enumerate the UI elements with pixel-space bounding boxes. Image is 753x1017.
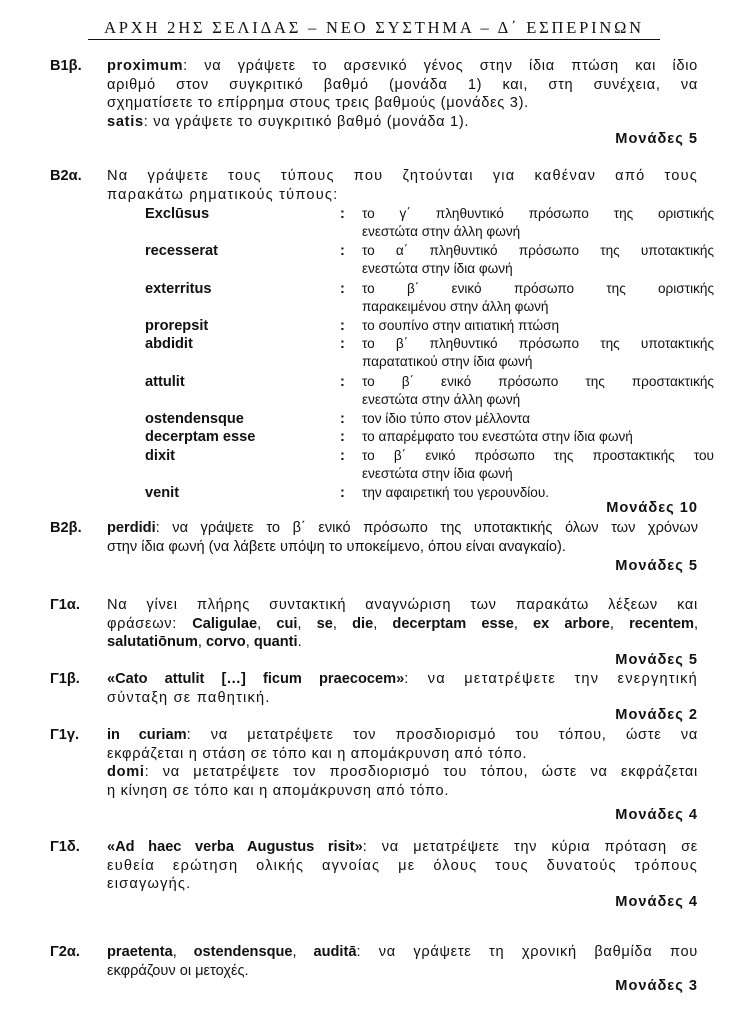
question-line: domi: να μετατρέψετε τον προσδιορισμό του τόπου, ώστε να εκφράζεται bbox=[107, 764, 698, 781]
latin-term: satis bbox=[107, 113, 144, 130]
question-line: Να γίνει πλήρης συντακτική αναγνώριση των παρακάτω λέξεων και bbox=[107, 597, 698, 613]
question-label: Γ1δ. bbox=[50, 839, 80, 855]
question-line: salutatiōnum, corvo, quanti. bbox=[107, 634, 302, 651]
question-line: proximum: να γράψετε το αρσενικό γένος στην ίδια πτώση και ίδιο bbox=[107, 58, 698, 74]
question-label: Β1β. bbox=[50, 58, 82, 74]
question-line: perdidi: να γράψετε το β΄ ενικό πρόσωπο της υποτακτικής όλων των χρόνων bbox=[107, 520, 698, 536]
verb-form: dixit bbox=[145, 448, 175, 464]
question-line: praetenta, ostendensque, auditā: να γράψετε τη χρονική βαθμίδα που bbox=[107, 944, 698, 960]
question-line: σχηματίσετε το επίρρημα στους τρεις βαθμούς (μονάδες 3). bbox=[107, 95, 529, 112]
question-line: εκφράζουν οι μετοχές. bbox=[107, 962, 249, 979]
latin-term: «Ad haec verba Augustus risit» bbox=[107, 839, 363, 855]
question-label: Β2β. bbox=[50, 520, 82, 536]
verb-form: recesserat bbox=[145, 243, 219, 259]
question-line: εκφράζεται η στάση σε τόπο και η απομάκρυνση από τόπο. bbox=[107, 745, 528, 762]
verb-form: abdidit bbox=[145, 336, 193, 352]
marks-label: Μονάδες 10 bbox=[606, 500, 698, 516]
exam-page: ΑΡΧΗ 2ΗΣ ΣΕΛΙΔΑΣ – ΝΕΟ ΣΥΣΤΗΜΑ – Δ΄ ΕΣΠΕΡΙΝΩΝ Β1β. proximum: να γράψετε το αρσενικό γένος στην ίδια πτώση και ίδιο αριθμό στον συγκριτικό βαθμό (μονάδα 1) και, στη συνέχεια, να σχηματίσετε το επίρρημα στους τρεις βαθμούς (μονάδες 3). satis: να γράψετε το συγκριτικό βαθμό (μονάδα 1). Μονάδες 5 Β2α. Να γράψετε τους τύπους που ζητούνται για καθέναν από τους παρακάτω ρηματικούς τύπους: Exclūsus : το γ΄ πληθυντικό πρόσωπο της οριστικής ενεστώτα στην άλλη φωνή recesserat : το α΄ πληθυντικό πρόσωπο της υποτακτικής ενεστώτα στην ίδια φωνή exterritus : το β΄ ενικό πρόσωπο της οριστικής παρακειμένου στην άλλη φωνή prorepsit : το σουπίνο στην αιτιατική πτώση abdidit : το β΄ πληθυντικό πρόσωπο της υποτακτικής παρατατικού στην ίδια φωνή attulit : το β΄ ενικό πρόσωπο της προστακτικής ενεστώτα στην άλλη φωνή ostendensque : τον ίδιο τύπο στον μέλλοντα decerptam esse : το απαρέμφατο του ενεστώτα στην ίδια φωνή dixit : το β΄ ενικό πρόσωπο της προστακτικής του ενεστώτα στην ίδια φωνή venit : την αφαιρετική του γερουνδίου. Μονάδες 10 Β2β. perdidi: να γράψετε το β΄ ενικό πρόσωπο της υποτακτικής όλων των χρόνων στην ίδια φωνή (να λάβετε υπόψη το υποκείμενο, όπου είναι αναγκαίο). Μονάδες 5 Γ1α. Να γίνει πλήρης συντακτική αναγνώριση των παρακάτω λέξεων και φράσεων: Caligulae, cui, se, die, decerptam esse, ex arbore, recentem, salutatiōnum, corvo, quanti. Μονάδες 5 Γ1β. «Cato attulit […] ficum praecocem»: να μετατρέψετε την ενεργητική σύνταξη σε παθητική. Μονάδες 2 Γ1γ. in curiam: να μετατρέψετε τον προσδιορισμό του τόπου, ώστε να εκφράζεται η στάση σε τόπο και η απομάκρυνση από τόπο. domi: να μετατρέψετε τον προσδιορισμό του τόπου, ώστε να εκφράζεται η κίνηση σε τόπο και η απομάκρυνση από τόπο. Μονάδες 4 Γ1δ. «Ad haec verba Augustus risit»: να μετατρέψετε την κύρια πρόταση σε ευθεία ερώτηση ολικής αγνοίας με όλους τους δυνατούς τρόπους εισαγωγής. Μονάδες 4 Γ2α. praetenta, ostendensque, auditā: να γράψετε τη χρονική βαθμίδα που εκφράζουν οι μετοχές. Μονάδες 3 bbox=[50, 18, 714, 994]
question-label: Β2α. bbox=[50, 168, 82, 184]
question-line: ευθεία ερώτηση ολικής αγνοίας με όλους τους δυνατούς τρόπους bbox=[107, 857, 698, 874]
latin-term: «Cato attulit […] ficum praecocem» bbox=[107, 671, 405, 687]
page-header: ΑΡΧΗ 2ΗΣ ΣΕΛΙΔΑΣ – ΝΕΟ ΣΥΣΤΗΜΑ – Δ΄ ΕΣΠΕΡΙΝΩΝ bbox=[88, 19, 660, 40]
question-line: παρακάτω ρηματικούς τύπους: bbox=[107, 186, 339, 203]
marks-label: Μονάδες 4 bbox=[615, 807, 698, 823]
marks-label: Μονάδες 3 bbox=[615, 978, 698, 994]
question-line: αριθμό στον συγκριτικό βαθμό (μονάδα 1) και, στη συνέχεια, να bbox=[107, 76, 698, 93]
verb-form: prorepsit bbox=[145, 318, 209, 334]
marks-label: Μονάδες 5 bbox=[615, 652, 698, 668]
question-label: Γ1β. bbox=[50, 671, 80, 687]
verb-form: Exclūsus bbox=[145, 206, 210, 222]
marks-label: Μονάδες 2 bbox=[615, 707, 698, 723]
question-line: στην ίδια φωνή (να λάβετε υπόψη το υποκείμενο, όπου είναι αναγκαίο). bbox=[107, 538, 566, 555]
question-line: «Cato attulit […] ficum praecocem»: να μετατρέψετε την ενεργητική bbox=[107, 671, 698, 687]
verb-form: ostendensque bbox=[145, 411, 244, 427]
question-line: η κίνηση σε τόπο και η απομάκρυνση από τόπο. bbox=[107, 782, 450, 799]
latin-term: in curiam bbox=[107, 727, 187, 743]
latin-term: proximum bbox=[107, 58, 184, 74]
question-line: Να γράψετε τους τύπους που ζητούνται για καθέναν από τους bbox=[107, 168, 698, 184]
verb-form: attulit bbox=[145, 374, 185, 390]
question-label: Γ2α. bbox=[50, 944, 80, 960]
latin-term: domi bbox=[107, 764, 145, 781]
question-line: φράσεων: Caligulae, cui, se, die, decerptam esse, ex arbore, recentem, bbox=[107, 615, 699, 632]
question-label: Γ1γ. bbox=[50, 727, 80, 743]
verb-form: exterritus bbox=[145, 281, 212, 297]
verb-form: venit bbox=[145, 485, 180, 501]
question-line: in curiam: να μετατρέψετε τον προσδιορισμό του τόπου, ώστε να bbox=[107, 727, 698, 743]
verb-form: decerptam esse bbox=[145, 429, 256, 445]
marks-label: Μονάδες 4 bbox=[615, 894, 698, 910]
question-label: Γ1α. bbox=[50, 597, 80, 613]
question-line: εισαγωγής. bbox=[107, 876, 192, 893]
marks-label: Μονάδες 5 bbox=[615, 131, 698, 147]
question-line: satis: να γράψετε το συγκριτικό βαθμό (μονάδα 1). bbox=[107, 113, 470, 130]
latin-term: perdidi bbox=[107, 520, 156, 536]
question-line: σύνταξη σε παθητική. bbox=[107, 689, 271, 706]
marks-label: Μονάδες 5 bbox=[615, 558, 698, 574]
question-line: «Ad haec verba Augustus risit»: να μετατρέψετε την κύρια πρόταση σε bbox=[107, 839, 698, 855]
